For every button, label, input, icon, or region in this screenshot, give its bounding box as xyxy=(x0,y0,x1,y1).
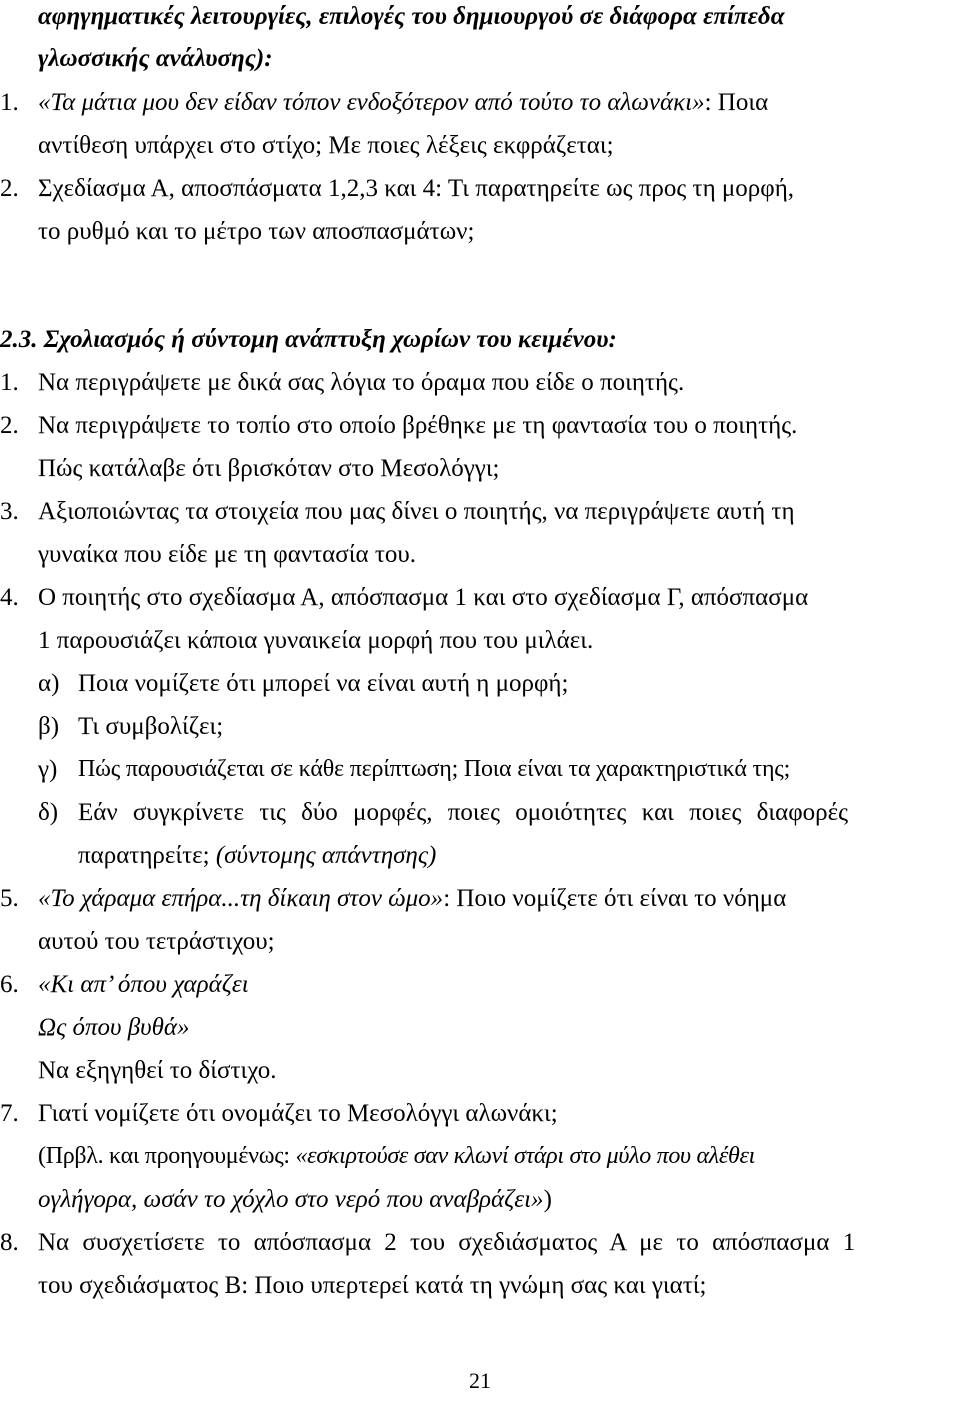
question-6-number: 6. xyxy=(0,971,19,998)
question-1-text: Να περιγράψετε με δικά σας λόγια το όραμα που είδε ο ποιητής. xyxy=(38,369,685,396)
question-4-line-2: 1 παρουσιάζει κάποια γυναικεία μορφή που του μιλάει. xyxy=(38,627,594,654)
question-4b-text: Τι συμβολίζει; xyxy=(78,713,224,740)
question-1-number: 1. xyxy=(0,369,19,396)
question-3-line-1: Αξιοποιώντας τα στοιχεία που μας δίνει ο ποιητής, να περιγράψετε αυτή τη xyxy=(38,498,795,525)
question-1a-line-2: αντίθεση υπάρχει στο στίχο; Με ποιες λέξεις εκφράζεται; xyxy=(38,132,614,159)
question-4d-label: δ) xyxy=(38,799,59,826)
question-3-number: 3. xyxy=(0,498,19,525)
question-5-rest: : Ποιο νομίζετε ότι είναι το νόημα xyxy=(443,885,787,912)
question-4c-label: γ) xyxy=(38,756,58,783)
question-4-line-1: Ο ποιητής στο σχεδίασμα Α, απόσπασμα 1 και στο σχεδίασμα Γ, απόσπασμα xyxy=(38,584,809,611)
section-heading: 2.3. Σχολιασμός ή σύντομη ανάπτυξη χωρίων του κειμένου: xyxy=(0,326,617,353)
question-4d-line-2-italic: (σύντομης απάντησης) xyxy=(215,842,437,869)
question-2-line-1: Να περιγράψετε το τοπίο στο οποίο βρέθηκε με τη φαντασία του ο ποιητής. xyxy=(38,412,798,439)
intro-line-2: γλωσσικής ανάλυσης): xyxy=(38,45,273,72)
question-4d-line-2 xyxy=(78,843,436,868)
question-7-line-3-italic: ογλήγορα, ωσάν το χόχλο στο νερό που αναβράζει» xyxy=(38,1186,544,1213)
question-2-line-2: Πώς κατάλαβε ότι βρισκόταν στο Μεσολόγγι; xyxy=(38,455,500,482)
question-1a-number: 1. xyxy=(0,89,19,116)
question-1a-line-1 xyxy=(38,90,768,115)
question-1a-quote: «Τα μάτια μου δεν είδαν τόπον ενδοξότερον από τούτο το αλωνάκι» xyxy=(38,89,705,116)
question-7-line-3-plain: ) xyxy=(543,1186,552,1213)
page-number: 21 xyxy=(469,1368,491,1393)
question-2-number: 2. xyxy=(0,412,19,439)
question-6-line-3: Να εξηγηθεί το δίστιχο. xyxy=(38,1057,277,1084)
question-2a-line-2: το ρυθμό και το μέτρο των αποσπασμάτων; xyxy=(38,218,475,245)
question-2a-line-1: Σχεδίασμα Α, αποσπάσματα 1,2,3 και 4: Τι παρατηρείτε ως προς τη μορφή, xyxy=(38,175,795,202)
question-7-line-1: Γιατί νομίζετε ότι ονομάζει το Μεσολόγγι αλωνάκι; xyxy=(38,1100,558,1127)
question-7-line-2-italic: «εσκιρτούσε σαν κλωνί στάρι στο μύλο που αλέθει xyxy=(295,1143,756,1169)
question-7-line-2-plain: (Πρβλ. και προηγουμένως: xyxy=(38,1143,296,1169)
intro-line-1: αφηγηματικές λειτουργίες, επιλογές του δημιουργού σε διάφορα επίπεδα xyxy=(38,3,785,30)
question-4c-text: Πώς παρουσιάζεται σε κάθε περίπτωση; Ποια είναι τα χαρακτηριστικά της; xyxy=(78,756,791,782)
question-8-number: 8. xyxy=(0,1229,19,1256)
question-7-line-3 xyxy=(38,1187,552,1212)
question-8-line-1: Να συσχετίσετε το απόσπασμα 2 του σχεδιάσματος Α με το απόσπασμα 1 xyxy=(38,1229,856,1256)
question-7-number: 7. xyxy=(0,1100,19,1127)
question-3-line-2: γυναίκα που είδε με τη φαντασία του. xyxy=(38,541,417,568)
question-6-verse-1: «Κι απ’ όπου χαράζει xyxy=(38,971,249,998)
question-4d-line-1: Εάν συγκρίνετε τις δύο μορφές, ποιες ομοιότητες και ποιες διαφορές xyxy=(78,799,849,826)
question-5-line-2: αυτού του τετράστιχου; xyxy=(38,928,275,955)
question-4-number: 4. xyxy=(0,584,19,611)
question-5-number: 5. xyxy=(0,885,19,912)
question-2a-number: 2. xyxy=(0,175,19,202)
question-4d-line-2-plain: παρατηρείτε; xyxy=(78,842,210,869)
question-6-verse-2: Ως όπου βυθά» xyxy=(38,1014,190,1041)
question-5-line-1 xyxy=(38,886,786,911)
question-8-line-2: του σχεδιάσματος Β: Ποιο υπερτερεί κατά τη γνώμη σας και γιατί; xyxy=(38,1272,707,1299)
question-1a-rest: : Ποια xyxy=(704,89,769,116)
question-4a-text: Ποια νομίζετε ότι μπορεί να είναι αυτή η μορφή; xyxy=(78,670,569,697)
question-7-line-2 xyxy=(38,1144,755,1168)
question-4b-label: β) xyxy=(38,713,60,740)
question-4a-label: α) xyxy=(38,670,60,697)
question-5-quote: «Το χάραμα επήρα...τη δίκαιη στον ώμο» xyxy=(38,885,444,912)
